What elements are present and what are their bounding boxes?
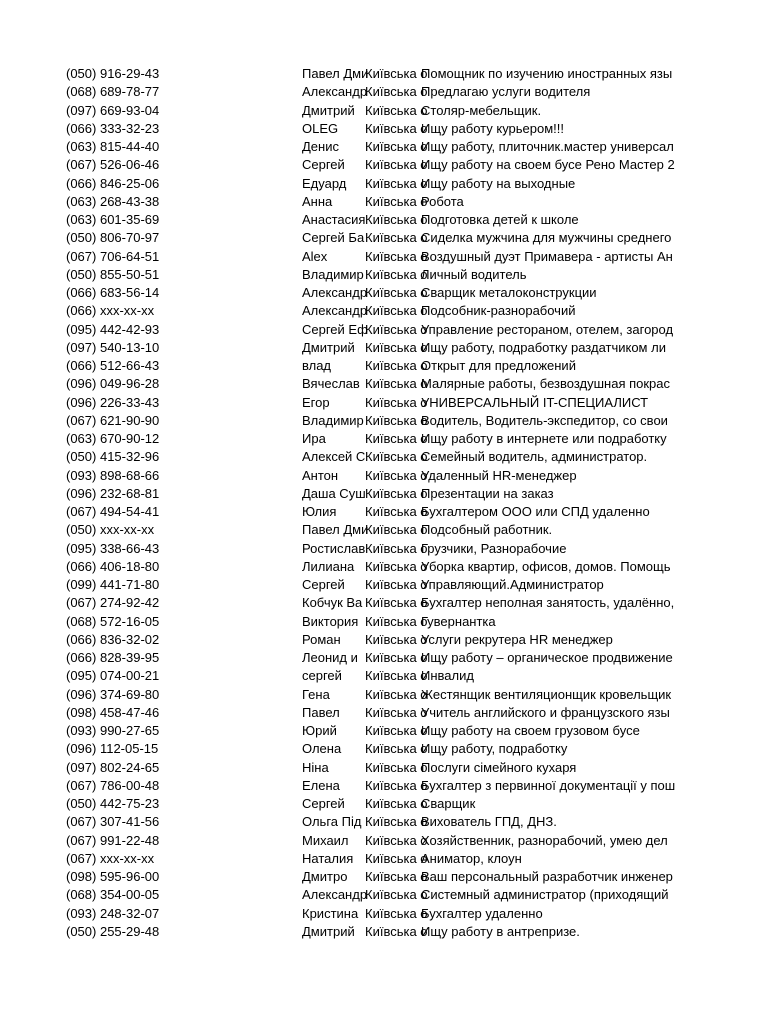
description-cell: Предлагаю услуги водителя [421,84,591,100]
phone-cell: (096) 049-96-28 [66,376,160,392]
phone-cell: (096) 226-33-43 [66,394,160,410]
description-cell: Воздушный дуэт Примавера - артисты Ан [421,248,673,264]
phone-cell: (067) 494-54-41 [66,504,160,519]
name-cell: Павел [302,704,340,720]
description-cell: Ищу работу на своем грузовом бусе [421,723,640,738]
phone-cell: (095) 338-66-43 [66,540,160,556]
phone-cell: (096) 374-69-80 [66,686,160,702]
name-cell: OLEG [302,120,339,136]
name-cell: Гена [302,686,330,702]
name-cell: Ростислав [302,540,366,556]
table-row [0,430,768,448]
description-cell: Ищу работу в интернете или подработку [421,431,667,446]
region-cell: Київська о [365,139,428,154]
name-cell: Владимир [302,412,364,428]
description-cell: Ищу работу, подработку [421,741,568,757]
table-row [0,740,768,758]
description-cell: Ищу работу на выходные [421,175,576,191]
name-cell: Дмитро [302,869,348,884]
table-row [0,868,768,886]
name-cell: Дмитрий [302,102,355,118]
description-cell: Бухгалтером ООО или СПД удаленно [421,504,650,519]
description-cell: Сиделка мужчина для мужчины среднего [421,230,672,246]
phone-cell: (067) 274-92-42 [66,595,160,611]
table-row [0,266,768,284]
name-cell: сергей [302,668,342,684]
region-cell: Київська о [365,285,428,300]
region-cell: Київська о [365,339,428,355]
phone-cell: (050) 806-70-97 [66,230,160,246]
phone-cell: (050) 442-75-23 [66,796,160,811]
name-cell: Наталия [302,850,354,866]
table-row [0,248,768,266]
phone-cell: (067) 786-00-48 [66,777,160,793]
region-cell: Київська о [365,631,428,647]
table-row [0,905,768,923]
description-cell: Хозяйственник, разнорабочий, умею дел [421,832,668,848]
table-row [0,521,768,539]
region-cell: Київська о [365,850,428,866]
phone-cell: (067) 307-41-56 [66,814,160,830]
phone-cell: (093) 248-32-07 [66,905,160,921]
description-cell: Малярные работы, безвоздушная покрас [421,376,671,392]
table-row [0,594,768,612]
region-cell: Київська о [365,102,428,118]
region-cell: Київська о [365,230,428,246]
region-cell: Київська о [365,595,428,611]
region-cell: Київська о [365,613,428,629]
description-cell: Услуги рекрутера HR менеджер [421,631,613,647]
phone-cell: (067) 706-64-51 [66,248,160,264]
description-cell: Жестянщик вентиляционщик кровельщик [421,686,672,702]
phone-cell: (067) 991-22-48 [66,832,160,848]
name-cell: Лилиана [302,558,355,574]
name-cell: Сергей [302,157,345,173]
region-cell: Київська о [365,66,428,81]
name-cell: Ира [302,431,326,446]
table-row [0,777,768,795]
description-cell: Вихователь ГПД, ДНЗ. [421,814,557,830]
table-row [0,138,768,156]
region-cell: Київська о [365,412,428,428]
region-cell: Київська о [365,321,428,337]
table-row [0,302,768,320]
name-cell: Сергей [302,577,345,592]
name-cell: Юрий [302,723,337,738]
table-row [0,229,768,247]
region-cell: Київська о [365,558,428,574]
name-cell: Леонид и [302,650,358,665]
name-cell: влад [302,358,332,373]
region-cell: Київська о [365,704,428,720]
description-cell: Сварщик металоконструкции [421,285,597,300]
table-row [0,156,768,174]
phone-cell: (063) 670-90-12 [66,431,160,446]
region-cell: Київська о [365,522,428,538]
region-cell: Київська о [365,376,428,392]
description-cell: Столяр-мебельщик. [421,102,542,118]
description-cell: Послуги сімейного кухаря [421,759,577,775]
name-cell: Виктория [302,613,359,629]
name-cell: Владимир [302,266,364,282]
description-cell: УНИВЕРСАЛЬНЫЙ IT-СПЕЦИАЛИСТ [421,394,649,410]
name-cell: Едуард [302,175,347,191]
region-cell: Київська о [365,394,428,410]
name-cell: Павел Дми [302,66,369,81]
phone-cell: (096) 112-05-15 [66,741,159,757]
name-cell: Александр [302,84,368,100]
phone-cell: (063) 268-43-38 [66,193,160,209]
phone-cell: (063) 815-44-40 [66,139,160,154]
name-cell: Ніна [302,759,329,775]
name-cell: Кобчук Ва [302,595,363,611]
region-cell: Київська о [365,777,428,793]
phone-cell: (066) 333-32-23 [66,120,160,136]
table-row [0,613,768,631]
table-row [0,375,768,393]
description-cell: Грузчики, Разнорабочие [421,540,567,556]
phone-cell: (063) 601-35-69 [66,212,160,227]
table-row [0,722,768,740]
region-cell: Київська о [365,485,428,501]
table-row [0,704,768,722]
description-cell: Уборка квартир, офисов, домов. Помощь [421,558,671,574]
description-cell: Ищу работу – органическое продвижение [421,650,673,665]
region-cell: Київська о [365,175,428,191]
name-cell: Дмитрий [302,923,355,939]
region-cell: Київська о [365,814,428,830]
phone-cell: (050) xxx-xx-xx [66,522,155,538]
phone-cell: (068) 354-00-05 [66,887,160,903]
phone-cell: (050) 855-50-51 [66,266,160,282]
name-cell: Анна [302,193,333,209]
region-cell: Київська о [365,212,428,227]
phone-cell: (098) 595-96-00 [66,869,160,884]
description-cell: Семейный водитель, администратор. [421,449,648,465]
description-cell: Презентации на заказ [421,485,554,501]
name-cell: Денис [302,139,339,154]
description-cell: Ищу работу, плиточник.мастер универсал [421,139,674,154]
region-cell: Київська о [365,467,428,483]
region-cell: Київська о [365,869,428,884]
region-cell: Київська о [365,266,428,282]
spreadsheet-table [0,65,768,941]
description-cell: Ваш персональный разработчик инженер [421,869,673,884]
region-cell: Київська о [365,668,428,684]
table-row [0,65,768,83]
phone-cell: (066) 828-39-95 [66,650,160,665]
name-cell: Павел Дми [302,522,369,538]
table-row [0,321,768,339]
phone-cell: (093) 990-27-65 [66,723,160,738]
table-row [0,83,768,101]
description-cell: Управляющий.Администратор [421,577,604,592]
table-row [0,339,768,357]
description-cell: Ищу работу, подработку раздатчиком ли [421,339,666,355]
region-cell: Київська о [365,723,428,738]
description-cell: Помощник по изучению иностранных язы [421,66,673,81]
description-cell: Управление рестораном, отелем, загород [421,321,674,337]
phone-cell: (050) 415-32-96 [66,449,160,465]
table-row [0,394,768,412]
phone-cell: (067) 621-90-90 [66,412,160,428]
name-cell: Даша Суш [302,485,366,501]
region-cell: Київська о [365,303,428,319]
phone-cell: (067) xxx-xx-xx [66,850,155,866]
region-cell: Київська о [365,84,428,100]
description-cell: Ищу работу на своем бусе Рено Мастер 2 [421,157,675,173]
name-cell: Алексей С [302,449,366,465]
description-cell: Открыт для предложений [421,358,576,373]
region-cell: Київська о [365,449,428,465]
table-row [0,540,768,558]
name-cell: Антон [302,467,339,483]
phone-cell: (066) 406-18-80 [66,558,160,574]
name-cell: Alex [302,248,328,264]
table-row [0,923,768,941]
phone-cell: (066) 846-25-06 [66,175,160,191]
phone-cell: (050) 255-29-48 [66,923,160,939]
description-cell: Ищу работу в антрепризе. [421,923,580,939]
phone-cell: (066) xxx-xx-xx [66,303,155,319]
name-cell: Кристина [302,905,359,921]
name-cell: Сергей Ба [302,230,365,246]
name-cell: Сергей [302,796,345,811]
name-cell: Александр [302,887,368,903]
name-cell: Сергей Еф [302,321,368,337]
phone-cell: (068) 689-78-77 [66,84,160,100]
region-cell: Київська о [365,832,428,848]
region-cell: Київська о [365,796,428,811]
phone-cell: (097) 802-24-65 [66,759,160,775]
description-cell: Робота [421,193,464,209]
phone-cell: (099) 441-71-80 [66,577,160,592]
name-cell: Ольга Під [302,814,362,830]
table-row [0,558,768,576]
table-row [0,485,768,503]
name-cell: Дмитрий [302,339,355,355]
region-cell: Київська о [365,759,428,775]
table-row [0,649,768,667]
region-cell: Київська о [365,157,428,173]
phone-cell: (097) 669-93-04 [66,102,160,118]
table-row [0,795,768,813]
description-cell: Системный администратор (приходящий [421,887,669,903]
table-row [0,467,768,485]
description-cell: Сварщик [421,796,476,811]
table-row [0,211,768,229]
name-cell: Олена [302,741,342,757]
phone-cell: (093) 898-68-66 [66,467,160,483]
phone-cell: (098) 458-47-46 [66,704,160,720]
description-cell: Бухгалтер неполная занятость, удалённо, [421,595,675,611]
name-cell: Александр [302,285,368,300]
table-row [0,284,768,302]
description-cell: Бухгалтер удаленно [421,905,543,921]
table-row [0,412,768,430]
region-cell: Київська о [365,923,428,939]
table-row [0,886,768,904]
description-cell: Инвалид [421,668,474,684]
description-cell: Водитель, Водитель-экспедитор, со свои [421,412,668,428]
table-row [0,576,768,594]
region-cell: Київська о [365,248,428,264]
table-row [0,175,768,193]
region-cell: Київська о [365,905,428,921]
name-cell: Александр [302,303,368,319]
region-cell: Київська о [365,577,428,592]
name-cell: Егор [302,394,330,410]
phone-cell: (096) 232-68-81 [66,485,160,501]
region-cell: Київська о [365,504,428,519]
name-cell: Роман [302,631,341,647]
region-cell: Київська о [365,650,428,665]
table-row [0,686,768,704]
description-cell: Подсобник-разнорабочий [421,303,576,319]
name-cell: Елена [302,777,340,793]
description-cell: Подсобный работник. [421,522,553,538]
region-cell: Київська о [365,540,428,556]
phone-cell: (066) 683-56-14 [66,285,160,300]
phone-cell: (050) 916-29-43 [66,66,160,81]
phone-cell: (066) 836-32-02 [66,631,160,647]
region-cell: Київська о [365,358,428,373]
region-cell: Київська о [365,120,428,136]
description-cell: Ищу работу курьером!!! [421,120,565,136]
name-cell: Юлия [302,504,337,519]
region-cell: Київська о [365,193,428,209]
table-row [0,193,768,211]
table-row [0,759,768,777]
description-cell: Бухгалтер з первинної документації у пош [421,777,676,793]
phone-cell: (066) 512-66-43 [66,358,160,373]
name-cell: Анастасия [302,212,366,227]
region-cell: Київська о [365,741,428,757]
table-row [0,120,768,138]
table-row [0,102,768,120]
phone-cell: (067) 526-06-46 [66,157,160,173]
description-cell: Удаленный HR-менеджер [421,467,577,483]
description-cell: Подготовка детей к школе [421,212,579,227]
region-cell: Київська о [365,887,428,903]
phone-cell: (068) 572-16-05 [66,613,160,629]
description-cell: Личный водитель [421,266,527,282]
table-row [0,850,768,868]
name-cell: Михаил [302,832,349,848]
description-cell: Гувернантка [421,613,496,629]
table-row [0,631,768,649]
table-row [0,667,768,685]
table-row [0,813,768,831]
region-cell: Київська о [365,686,428,702]
phone-cell: (095) 074-00-21 [66,668,160,684]
table-row [0,832,768,850]
table-row [0,503,768,521]
phone-cell: (095) 442-42-93 [66,321,160,337]
region-cell: Київська о [365,431,428,446]
phone-cell: (097) 540-13-10 [66,339,160,355]
description-cell: Учитель английского и французского язы [421,704,670,720]
description-cell: Аниматор, клоун [421,850,522,866]
table-row [0,357,768,375]
name-cell: Вячеслав [302,376,360,392]
table-row [0,448,768,466]
